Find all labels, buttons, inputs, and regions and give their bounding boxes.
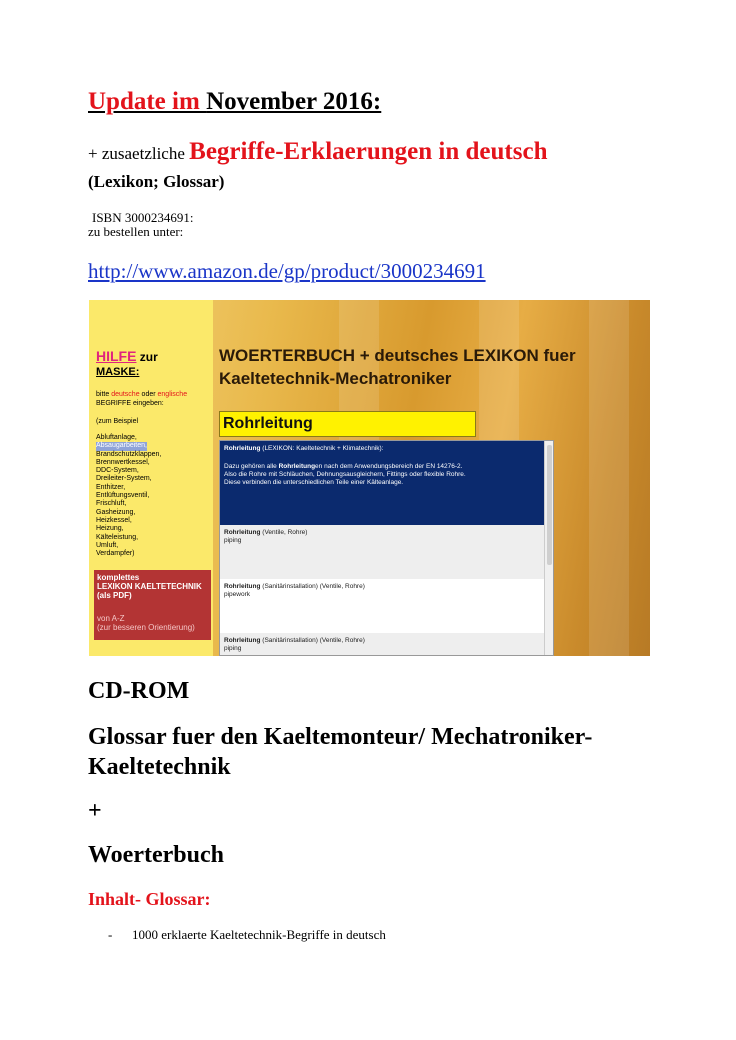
help-zur: zur: [136, 350, 158, 364]
result-translation: pipework: [224, 591, 251, 598]
isbn-text: ISBN 3000234691:: [92, 210, 194, 225]
example-item[interactable]: Entlüftungsventil,: [96, 492, 150, 500]
results-scrollbar[interactable]: [544, 441, 553, 655]
pdf-line: komplettes: [97, 573, 140, 582]
instruction-german: deutsche: [111, 391, 140, 398]
result-item[interactable]: [220, 579, 544, 633]
instruction-part: bitte: [96, 391, 112, 398]
help-title: [96, 348, 158, 364]
update-heading-date: November 2016:: [206, 88, 382, 115]
software-screenshot: [89, 300, 650, 656]
instruction-english: englische: [157, 391, 188, 398]
result-heading: [224, 529, 540, 537]
cdrom-heading: CD-ROM: [88, 678, 190, 704]
zusatz-prefix: + zusaetzliche: [88, 144, 190, 163]
inhalt-heading: Inhalt- Glossar:: [88, 889, 211, 909]
result-text: en nach dem Anwendungsbereich der EN 14276-2.: [315, 463, 463, 470]
result-text: Rohrleitung: [278, 463, 316, 470]
example-item[interactable]: Heizkessel,: [96, 516, 132, 524]
update-heading: [88, 88, 381, 116]
pdf-line: LEXIKON KAELTETECHNIK: [97, 582, 202, 591]
help-word[interactable]: HILFE: [96, 348, 137, 364]
result-body: [224, 463, 540, 487]
result-item[interactable]: [220, 525, 544, 579]
bullet-item: 1000 erklaerte Kaeltetechnik-Begriffe in deutsch: [132, 927, 386, 942]
example-list: [96, 434, 161, 558]
result-tag: (Ventile, Rohre): [260, 529, 308, 536]
example-item[interactable]: Frischluft,: [96, 500, 127, 508]
pdf-line: (als PDF): [97, 591, 132, 600]
result-translation: piping: [224, 537, 242, 544]
result-text: Diese verbinden die unterschiedlichen Teile einer Kälteanlage.: [224, 479, 404, 486]
result-term: Rohrleitung: [224, 637, 261, 644]
instruction-part: oder: [139, 391, 158, 398]
instruction-text: [96, 390, 208, 408]
result-tag: (LEXIKON: Kaeltetechnik + Klimatechnik):: [260, 445, 384, 452]
result-text: Dazu gehören alle: [224, 463, 279, 470]
example-item[interactable]: Absaugarbeiten,: [96, 442, 147, 450]
result-translation: piping: [224, 645, 242, 652]
result-heading: [224, 445, 540, 453]
example-item[interactable]: Brennwertkessel,: [96, 458, 150, 466]
result-heading: [224, 637, 540, 645]
example-label: (zum Beispiel: [96, 418, 139, 425]
example-item[interactable]: Abluftanlage,: [96, 434, 137, 441]
dictionary-title: WOERTERBUCH + deutsches LEXIKON fuer Kaeltetechnik-Mechatroniker: [219, 346, 576, 388]
example-item[interactable]: Verdampfer): [96, 550, 135, 558]
lexikon-glossar-text: (Lexikon; Glossar): [88, 172, 225, 191]
example-item[interactable]: Brandschutzklappen,: [96, 450, 162, 458]
result-heading: [224, 583, 540, 591]
pdf-az: von A-Z: [97, 614, 125, 623]
example-item[interactable]: DDC-System,: [96, 467, 139, 475]
result-term: Rohrleitung: [224, 583, 261, 590]
result-tag: (Sanitärinstallation) (Ventile, Rohre): [260, 583, 365, 590]
example-item[interactable]: Umluft,: [96, 541, 119, 549]
plus-sign: +: [88, 798, 102, 824]
mask-label: MASKE:: [96, 366, 140, 378]
update-heading-red: Update im: [88, 88, 207, 115]
pdf-lexicon-link[interactable]: [94, 570, 211, 640]
example-item[interactable]: Kälteleistung,: [96, 533, 139, 541]
example-item[interactable]: Enthitzer,: [96, 483, 126, 491]
help-sidebar: [89, 300, 213, 656]
example-item[interactable]: Gasheizung,: [96, 508, 136, 516]
amazon-link[interactable]: http://www.amazon.de/gp/product/3000234691: [88, 259, 486, 283]
result-text: Also die Rohre mit Schläuchen, Dehnungsausgleichern, Fittings oder flexible Rohre.: [224, 471, 466, 478]
glossar-heading: Glossar fuer den Kaeltemonteur/ Mechatroniker- Kaeltetechnik: [88, 724, 593, 780]
result-term: Rohrleitung: [224, 445, 261, 452]
zusatz-line: [88, 138, 547, 166]
woerterbuch-heading: Woerterbuch: [88, 842, 224, 868]
zusatz-title: Begriffe-Erklaerungen in deutsch: [189, 138, 548, 165]
pdf-orientation: (zur besseren Orientierung): [97, 623, 195, 632]
example-item[interactable]: Heizung,: [96, 525, 124, 533]
result-tag: (Sanitärinstallation) (Ventile, Rohre): [260, 637, 365, 644]
result-item[interactable]: [220, 441, 544, 525]
result-item[interactable]: [220, 633, 544, 656]
search-input[interactable]: Rohrleitung: [219, 411, 476, 437]
result-term: Rohrleitung: [224, 529, 261, 536]
results-list: [219, 440, 554, 656]
scrollbar-thumb[interactable]: [547, 445, 552, 565]
example-item[interactable]: Dreileiter-System,: [96, 475, 152, 483]
instruction-part: BEGRIFFE eingeben:: [96, 400, 164, 407]
order-text: zu bestellen unter:: [88, 224, 184, 239]
bullet-dash: -: [108, 927, 113, 942]
